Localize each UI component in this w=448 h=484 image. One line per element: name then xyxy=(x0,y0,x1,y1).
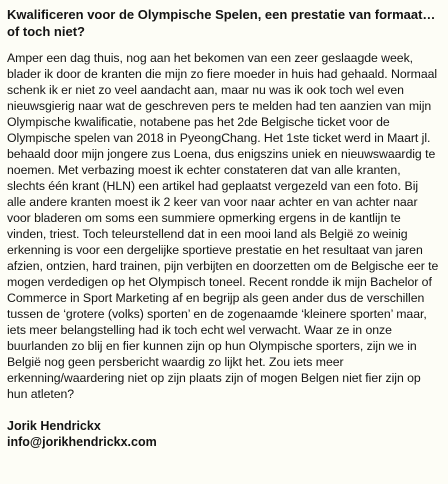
author-name: Jorik Hendrickx xyxy=(7,419,101,433)
author-email: info@jorikhendrickx.com xyxy=(7,435,157,449)
article-title: Kwalificeren voor de Olympische Spelen, een prestatie van formaat… of toch niet? xyxy=(7,7,436,39)
article-body: Amper een dag thuis, nog aan het bekomen van een zeer geslaagde week, blader ik door de kranten die mijn zo fiere moeder in huis had gehaald. Normaal schenk ik er niet zo veel aandacht aan, maar nu was ik ook toch wel even nieuwsgierig naar wat de geschreven pers te melden had ten aanzien van mijn Olympische kwalificatie, notabene pas het 2de Belgische ticket voor de Olympische spelen van 2018 in PyeongChang. Het 1ste ticket werd in Maart jl. behaald door mijn jongere zus Loena, dus enigszins uniek en nieuwswaardig te noemen. Met verbazing moest ik echter constateren dat van alle kranten, slechts één krant (HLN) een artikel had geplaatst vergezeld van een foto. Bij alle andere kranten moest ik 2 keer van voor naar achter en van achter naar voor bladeren om soms een summiere opmerking ergens in de kantlijn te vinden, triest. Toch teleurstellend dat in een mooi land als België zo weinig erkenning is voor een dergelijke sportieve prestatie en het resultaat van jaren afzien, ontzien, hard trainen, pijn verbijten en doorzetten om de Belgische eer te mogen verdedigen op het Olympisch toneel. Recent rondde ik mijn Bachelor of Commerce in Sport Marketing af en begrijp als geen ander dus de verschillen tussen de ‘grotere (volks) sporten’ en de zogenaamde ‘kleinere sporten’ maar, iets meer belangstelling had ik toch echt wel verwacht. Waar ze in onze buurlanden zo blij en fier kunnen zijn op hun Olympische sporters, zijn we in België nog geen persbericht waardig zo lijkt het. Zou iets meer erkenning/waardering niet op zijn plaats zijn of mogen Belgen niet fier zijn op hun atleten? xyxy=(7,51,439,401)
signature-block xyxy=(7,418,440,450)
